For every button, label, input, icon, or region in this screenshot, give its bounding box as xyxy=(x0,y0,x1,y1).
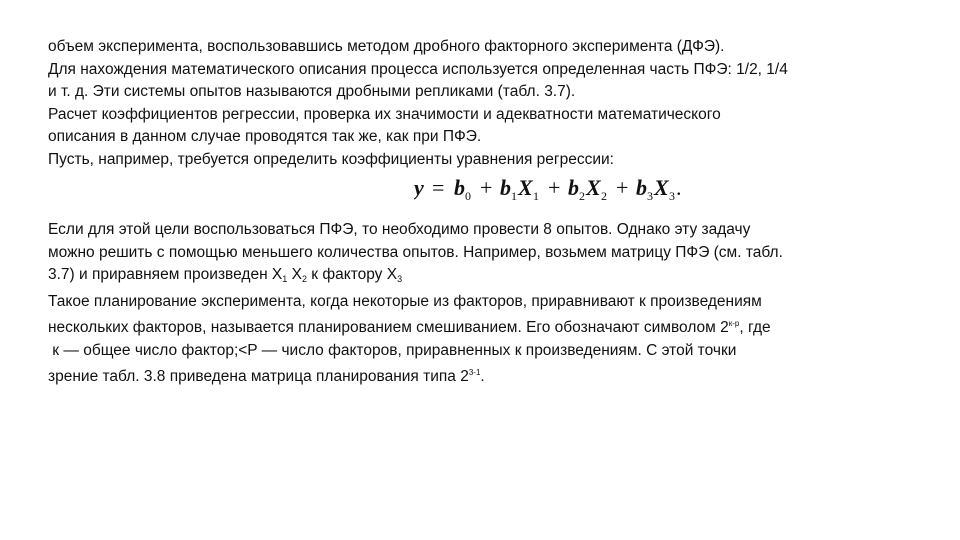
eq-y: y xyxy=(414,175,424,200)
paragraph-3-line-2: описания в данном случае проводятся так же, как при ПФЭ. xyxy=(48,128,482,145)
eq-b2-sub: 2 xyxy=(579,189,585,203)
eq-b0-sub: 0 xyxy=(465,189,471,203)
paragraph-6-line-2 xyxy=(48,313,928,340)
paragraph-2-line-1: Для нахождения математического описания процесса используется определенная часть ПФЭ: 1/2, 1/4 xyxy=(48,60,788,78)
p6-l4-prefix: зрение табл. 3.8 приведена матрица планирования типа 2 xyxy=(48,368,469,385)
paragraph-6-line-4 xyxy=(48,362,928,389)
eq-plus-3: + xyxy=(616,175,629,200)
eq-X1-sub: 1 xyxy=(533,189,539,203)
p5-l3-prefix: 3.7) и приравняем произведен X xyxy=(48,266,283,283)
p5-l3-mid-1: X xyxy=(287,266,302,283)
p6-l4-suffix: . xyxy=(480,368,485,385)
eq-b3: b xyxy=(636,175,647,200)
eq-X2: X xyxy=(586,175,601,200)
regression-equation-svg xyxy=(414,173,724,207)
eq-b3-sub: 3 xyxy=(647,189,653,203)
p5-l3-sub-2: 2 xyxy=(301,274,307,284)
paragraph-gap xyxy=(48,209,928,219)
p5-l3-sub-3: 3 xyxy=(397,274,403,284)
p6-l2-suffix: , где xyxy=(739,319,771,336)
eq-X1: X xyxy=(518,175,533,200)
eq-b2: b xyxy=(568,175,579,200)
eq-b0: b xyxy=(454,175,465,200)
eq-X3-sub: 3 xyxy=(669,189,675,203)
paragraph-3-line-1: Расчет коэффициентов регрессии, проверка их значимости и адекватности математического xyxy=(48,105,721,123)
p5-l3-sub-1: 1 xyxy=(282,274,288,284)
p6-l2-sup: к-р xyxy=(728,319,740,328)
paragraph-5-line-1: Если для этой цели воспользоваться ПФЭ, то необходимо провести 8 опытов. Однако эту задачу xyxy=(48,221,751,238)
paragraph-1: объем эксперимента, воспользовавшись методом дробного факторного эксперимента (ДФЭ). xyxy=(48,38,725,55)
paragraph-5-line-2: можно решить с помощью меньшего количества опытов. Например, возьмем матрицу ПФЭ (см. табл. xyxy=(48,243,783,261)
eq-period: . xyxy=(676,175,682,200)
paragraph-6-line-1: Такое планирование эксперимента, когда некоторые из факторов, приравнивают к произведениям xyxy=(48,292,762,310)
paragraph-6-line-3: к — общее число фактор;<P — число факторов, приравненных к произведениям. С этой точки xyxy=(48,341,737,359)
p6-l2-prefix: нескольких факторов, называется планированием смешиванием. Его обозначают символом 2 xyxy=(48,319,729,336)
eq-b1-sub: 1 xyxy=(511,189,517,203)
eq-X2-sub: 2 xyxy=(601,189,607,203)
regression-equation xyxy=(48,173,928,209)
p6-l4-sup: 3-1 xyxy=(468,368,481,377)
eq-plus-2: + xyxy=(548,175,561,200)
eq-equals: = xyxy=(432,175,445,200)
paragraph-5-line-3 xyxy=(48,264,928,291)
paragraph-4: Пусть, например, требуется определить коэффициенты уравнения регрессии: xyxy=(48,150,614,168)
slide-body xyxy=(48,36,928,389)
eq-b1: b xyxy=(500,175,511,200)
eq-plus-1: + xyxy=(480,175,493,200)
paragraph-2-line-2: и т. д. Эти системы опытов называются дробными репликами (табл. 3.7). xyxy=(48,83,576,100)
p5-l3-mid-2: к фактору X xyxy=(306,266,398,283)
eq-X3: X xyxy=(654,175,669,200)
